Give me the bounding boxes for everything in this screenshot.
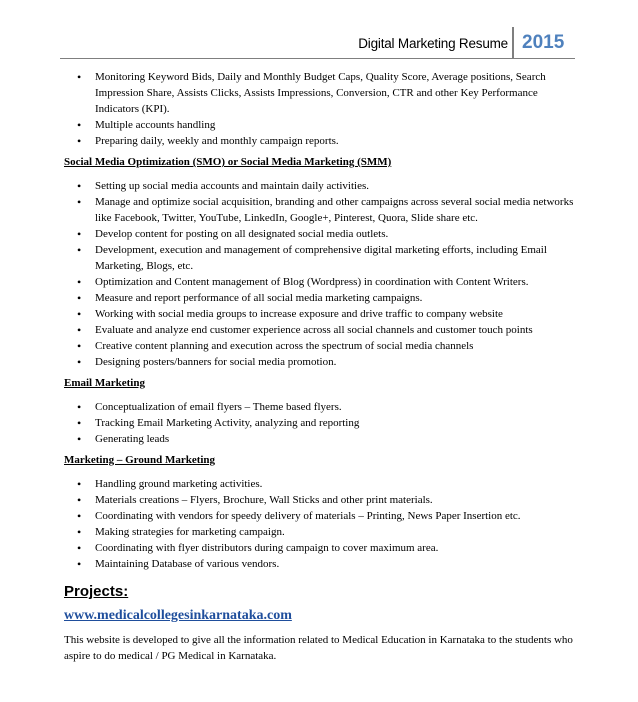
- list-item: • Tracking Email Marketing Activity, analyzing and reporting: [64, 415, 584, 431]
- projects-title: Projects:: [64, 583, 129, 600]
- list-item: • Preparing daily, weekly and monthly campaign reports.: [64, 133, 584, 149]
- list-item: • Materials creations – Flyers, Brochure, Wall Sticks and other print materials.: [64, 492, 584, 508]
- list-item: • Generating leads: [64, 431, 584, 447]
- header-title: Digital Marketing Resume: [358, 36, 508, 51]
- email-list: [64, 399, 584, 447]
- list-item: • Coordinating with vendors for speedy delivery of materials – Printing, News Paper Insertion etc.: [64, 508, 584, 524]
- project-description: This website is developed to give all the information related to Medical Education in Karnataka to the students who aspire to do medical / PG Medical in Karnataka.: [64, 634, 573, 662]
- email-heading: Email Marketing: [64, 377, 145, 389]
- list-item: • Handling ground marketing activities.: [64, 476, 584, 492]
- list-item: • Evaluate and analyze end customer experience across all social channels and customer touch points: [64, 322, 584, 338]
- list-item: • Multiple accounts handling: [64, 117, 584, 133]
- list-item: • Development, execution and management of comprehensive digital marketing efforts, including Email Marketing, Blogs, etc.: [64, 242, 584, 274]
- list-item: • Working with social media groups to increase exposure and drive traffic to company website: [64, 306, 584, 322]
- header-separator: [512, 27, 514, 59]
- list-item: • Conceptualization of email flyers – Theme based flyers.: [64, 399, 584, 415]
- list-item: • Designing posters/banners for social media promotion.: [64, 354, 584, 370]
- smo-list: [64, 178, 584, 370]
- list-item: • Making strategies for marketing campaign.: [64, 524, 584, 540]
- project-link[interactable]: www.medicalcollegesinkarnataka.com: [64, 608, 292, 623]
- smo-heading: Social Media Optimization (SMO) or Social Media Marketing (SMM): [64, 156, 392, 168]
- intro-list: [64, 69, 584, 149]
- page-header: [0, 27, 638, 57]
- list-item: • Monitoring Keyword Bids, Daily and Monthly Budget Caps, Quality Score, Average positions, Search Impression Share, Assists Clicks, Assists Impressions, Conversion, CTR and other Key Performance Indicators (KPI).: [64, 69, 584, 117]
- header-rule: [60, 58, 575, 59]
- list-item: • Manage and optimize social acquisition, branding and other campaigns across several social media networks like Facebook, Twitter, YouTube, LinkedIn, Google+, Pinterest, Quora, Slide share etc.: [64, 194, 584, 226]
- ground-list: [64, 476, 584, 572]
- list-item: • Coordinating with flyer distributors during campaign to cover maximum area.: [64, 540, 584, 556]
- resume-content: [64, 69, 584, 664]
- list-item: • Setting up social media accounts and maintain daily activities.: [64, 178, 584, 194]
- header-year: 2015: [522, 32, 565, 53]
- list-item: • Measure and report performance of all social media marketing campaigns.: [64, 290, 584, 306]
- list-item: • Optimization and Content management of Blog (Wordpress) in coordination with Content Writers.: [64, 274, 584, 290]
- list-item: • Develop content for posting on all designated social media outlets.: [64, 226, 584, 242]
- list-item: • Creative content planning and execution across the spectrum of social media channels: [64, 338, 584, 354]
- list-item: • Maintaining Database of various vendors.: [64, 556, 584, 572]
- ground-heading: Marketing – Ground Marketing: [64, 454, 216, 466]
